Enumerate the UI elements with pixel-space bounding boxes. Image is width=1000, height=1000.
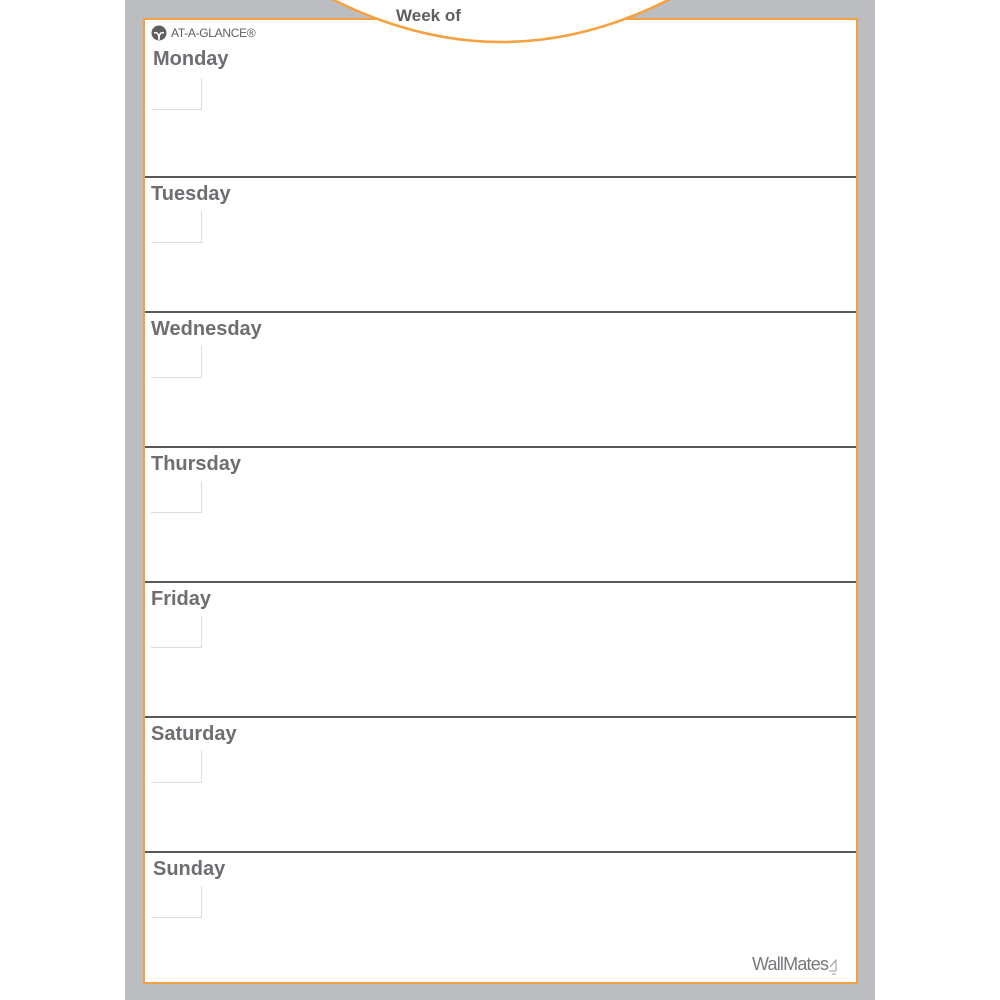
wallmates-brand	[752, 954, 840, 975]
date-box[interactable]	[151, 346, 202, 378]
logo-text: AT-A-GLANCE®	[171, 26, 256, 40]
leaf-logo-icon	[151, 25, 167, 41]
page-corner-icon	[828, 957, 840, 975]
day-row-saturday	[145, 716, 856, 853]
brand-text: WallMates	[752, 954, 829, 974]
date-box[interactable]	[151, 481, 202, 513]
date-box[interactable]	[151, 78, 202, 110]
day-label: Monday	[153, 48, 229, 70]
day-row-sunday	[145, 851, 856, 981]
date-box[interactable]	[151, 616, 202, 648]
day-label: Thursday	[151, 453, 242, 475]
day-label: Tuesday	[151, 183, 231, 205]
day-label: Friday	[151, 588, 212, 610]
date-box[interactable]	[151, 886, 202, 918]
day-row-tuesday	[145, 176, 856, 313]
week-of-arc	[0, 0, 1000, 60]
day-row-thursday	[145, 446, 856, 583]
day-label: Sunday	[153, 858, 226, 880]
day-row-friday	[145, 581, 856, 718]
day-label: Saturday	[151, 723, 237, 745]
date-box[interactable]	[151, 211, 202, 243]
week-of-label: Week of	[396, 6, 461, 25]
brand-logo	[151, 25, 255, 41]
date-box[interactable]	[151, 751, 202, 783]
day-row-wednesday	[145, 311, 856, 448]
day-label: Wednesday	[151, 318, 262, 340]
